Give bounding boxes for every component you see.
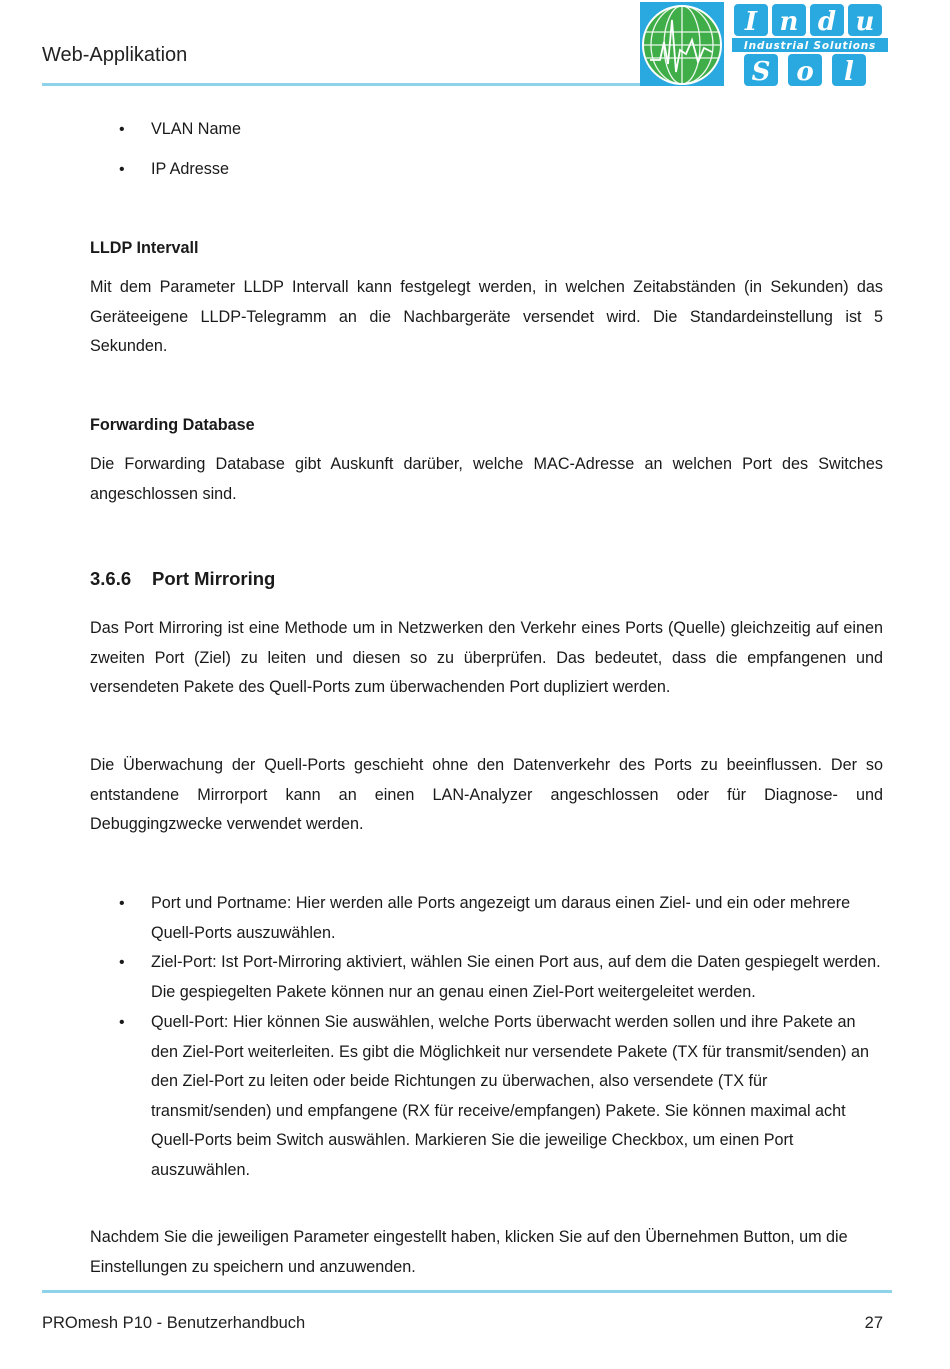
logo-letter-I: I bbox=[744, 7, 758, 37]
fdb-paragraph: Die Forwarding Database gibt Auskunft darüber, welche MAC-Adresse an welchen Port des Switches angeschlossen sind. bbox=[90, 455, 883, 503]
footer-rule bbox=[42, 1290, 892, 1293]
header-rule bbox=[42, 83, 640, 86]
section-heading bbox=[90, 568, 275, 590]
fdb-heading: Forwarding Database bbox=[90, 416, 255, 434]
list-item-text: IP Adresse bbox=[151, 160, 229, 178]
section-paragraph-3: Nachdem Sie die jeweiligen Parameter eingestellt haben, klicken Sie auf den Übernehmen Button, um die Einstellungen zu speichern und anzuwenden. bbox=[90, 1228, 848, 1276]
bullet-dot: • bbox=[119, 121, 125, 138]
indusol-logo bbox=[640, 2, 892, 88]
list-item-text: Port und Portname: Hier werden alle Ports angezeigt um daraus einen Ziel- und ein oder mehrere Quell-Ports auszuwählen. bbox=[151, 894, 851, 942]
list-item-text: Quell-Port: Hier können Sie auswählen, welche Ports überwacht werden sollen und ihre Pakete an den Ziel-Port weiterleiten. Es gibt die Möglichkeit nur versendete Pakete (TX für transmit/senden) an den Ziel-Port zu leiten oder beide Richtungen zu überwachen, also versendete (TX für transmit/senden) und empfangene (RX für receive/empfangen) Pakete. Sie können maximal acht Quell-Ports beim Switch auswählen. Markieren Sie die jeweilige Checkbox, um einen Port auszuwählen. bbox=[151, 1013, 869, 1179]
section-paragraph-2: Die Überwachung der Quell-Ports geschieht ohne den Datenverkehr des Ports zu beeinflussen. Der so entstandene Mirrorport kann an einen LAN-Analyzer angeschlossen oder für Diagnose- und Debuggingzwecke verwendet werden. bbox=[90, 756, 883, 833]
list-item-text: Ziel-Port: Ist Port-Mirroring aktiviert, wählen Sie einen Port aus, auf dem die Daten gespiegelt werden. Die gespiegelten Pakete können nur an genau einen Ziel-Port weitergeleitet werden. bbox=[151, 953, 881, 1001]
lldp-paragraph: Mit dem Parameter LLDP Intervall kann festgelegt werden, in welchen Zeitabständen (in Sekunden) das Geräteeigene LLDP-Telegramm an die Nachbargeräte versendet wird. Die Standardeinstellung ist 5 Sekunden. bbox=[90, 278, 883, 355]
logo-letter-l: l bbox=[844, 57, 854, 87]
bullet-dot: • bbox=[119, 1014, 125, 1031]
logo-letter-S: S bbox=[751, 57, 771, 87]
logo-letter-u: u bbox=[855, 7, 875, 37]
logo-letter-d: d bbox=[817, 7, 837, 37]
footer-document-title: PROmesh P10 - Benutzerhandbuch bbox=[42, 1314, 306, 1332]
bullet-dot: • bbox=[119, 161, 125, 178]
section-paragraph-1: Das Port Mirroring ist eine Methode um in Netzwerken den Verkehr eines Ports (Quelle) gleichzeitig auf einen zweiten Port (Ziel) zu leiten und diesen so zu überprüfen. Das bedeutet, dass die empfangenen und versendeten Pakete des Quell-Ports zum überwachenden Port dupliziert werden. bbox=[90, 619, 883, 696]
logo-letter-n: n bbox=[779, 7, 799, 37]
list-item-text: VLAN Name bbox=[151, 120, 241, 138]
footer-page-number: 27 bbox=[864, 1314, 883, 1332]
lldp-heading: LLDP Intervall bbox=[90, 239, 199, 257]
logo-letter-o: o bbox=[796, 57, 814, 87]
section-title: Port Mirroring bbox=[152, 568, 276, 589]
bullet-dot: • bbox=[119, 954, 125, 971]
logo-tagline: Industrial Solutions bbox=[743, 40, 877, 52]
bullet-dot: • bbox=[119, 895, 125, 912]
page-header-title: Web-Applikation bbox=[42, 44, 188, 66]
section-number: 3.6.6 bbox=[90, 568, 132, 589]
